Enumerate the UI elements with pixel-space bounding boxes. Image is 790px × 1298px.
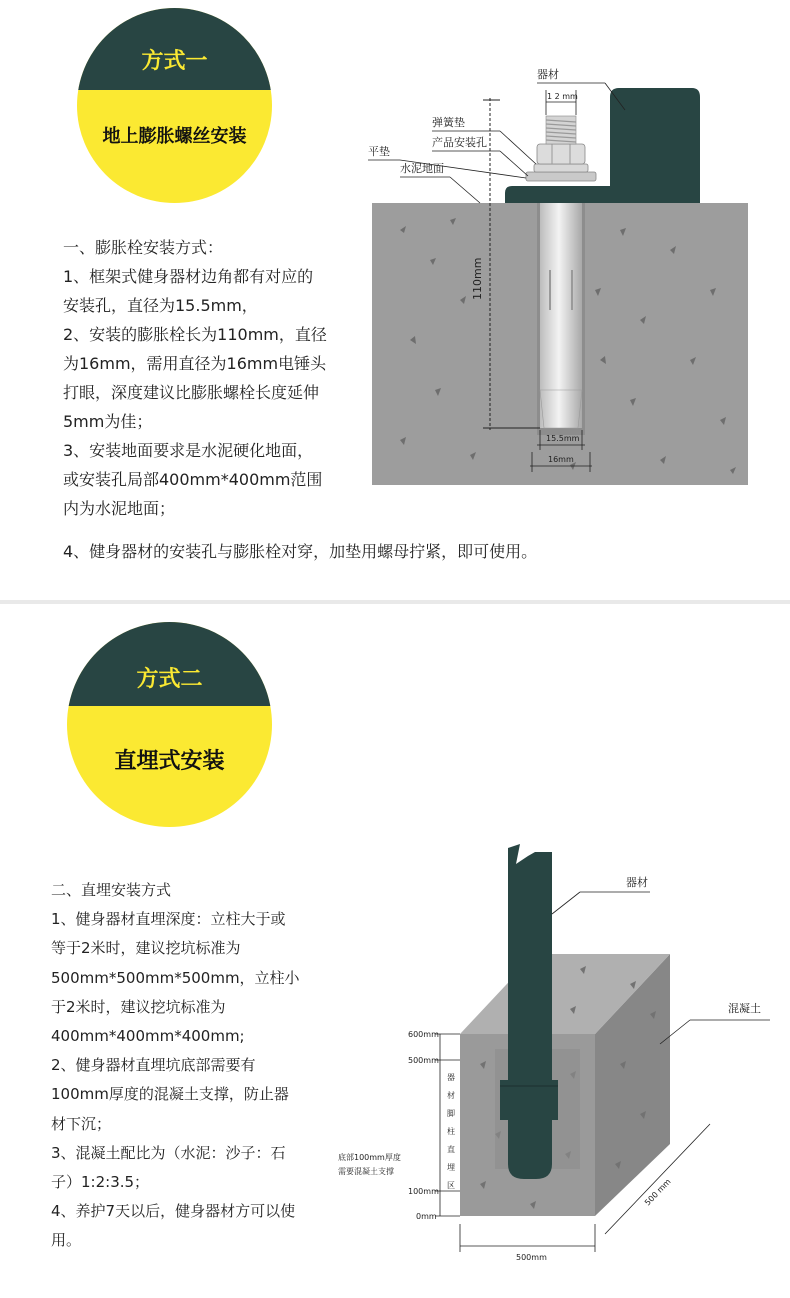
method-two-title: 方式二 (136, 667, 203, 692)
text-line: 材下沉； (51, 1114, 112, 1133)
text-line: 4、养护7天以后，健身器材方可以使 (51, 1202, 296, 1221)
label-equipment: 器材 (537, 68, 559, 81)
method-two-subtitle: 直埋式安装 (114, 749, 225, 774)
label-product-hole: 产品安装孔 (432, 136, 487, 149)
bottom-note-line2: 需要混凝土支撑 (338, 1167, 394, 1176)
equipment-bracket (505, 88, 700, 203)
dim-500mm-depth: 500 mm (642, 1177, 673, 1208)
dim-110mm: 110mm (471, 257, 484, 300)
label-spring-washer: 弹簧垫 (432, 116, 465, 129)
text-line: 或安装孔局部400mm*400mm范围 (63, 470, 323, 489)
text-line: 100mm厚度的混凝土支撑，防止器 (51, 1085, 289, 1104)
text-line: 3、安装地面要求是水泥硬化地面， (63, 441, 314, 460)
text-line: 1、框架式健身器材边角都有对应的 (63, 267, 314, 286)
svg-text:埋: 埋 (447, 1163, 455, 1172)
bottom-note-line1: 底部100mm厚度 (338, 1153, 401, 1162)
text-line: 子）1:2:3.5； (51, 1173, 150, 1192)
svg-text:直: 直 (447, 1145, 455, 1154)
text-line: 2、健身器材直埋坑底部需要有 (51, 1056, 256, 1075)
text-line: 5mm为佳； (63, 412, 153, 431)
text-line: 安装孔，直径为15.5mm， (63, 296, 258, 315)
text-line: 用。 (51, 1231, 82, 1250)
section-surface-install (0, 0, 790, 600)
hex-nut (537, 144, 585, 164)
text-line: 等于2米时，建议挖坑标准为 (51, 939, 241, 958)
text-line: 400mm*400mm*400mm; (51, 1027, 245, 1046)
text-line: 1、健身器材直埋深度：立柱大于或 (51, 910, 286, 929)
dim-500mm-left: 500mm (408, 1056, 439, 1065)
text-line: 500mm*500mm*500mm，立柱小 (51, 968, 300, 987)
label-concrete: 混凝土 (728, 1002, 761, 1015)
text-line: 2、安装的膨胀栓长为110mm，直径 (63, 325, 327, 344)
label-equipment-2: 器材 (626, 876, 648, 889)
text-line: 为16mm，需用直径为16mm电锤头 (63, 354, 327, 373)
label-flat-washer: 平垫 (368, 145, 390, 158)
svg-text:材: 材 (447, 1091, 455, 1100)
label-cement-ground: 水泥地面 (400, 162, 444, 175)
text-line: 3、混凝土配比为（水泥：沙子：石 (51, 1143, 286, 1162)
dim-600mm: 600mm (408, 1030, 439, 1039)
method-one-subtitle: 地上膨胀螺丝安装 (102, 126, 247, 147)
spring-washer (534, 164, 588, 172)
text-line: 内为水泥地面； (63, 499, 176, 518)
dim-100mm: 100mm (408, 1187, 439, 1196)
text-line: 二、直埋安装方式 (51, 881, 172, 899)
method-two-text (51, 876, 300, 1256)
column-zone-label (447, 1073, 455, 1190)
dim-12mm: 1 2 mm (547, 92, 578, 101)
flat-washer (526, 172, 596, 181)
method-one-badge (77, 8, 272, 203)
text-line: 打眼，深度建议比膨胀螺栓长度延伸 (63, 383, 320, 402)
dim-500mm-width: 500mm (516, 1253, 547, 1262)
section-direct-bury-install (0, 604, 790, 1298)
equipment-column (508, 844, 552, 1179)
method-one-title: 方式一 (141, 49, 208, 74)
svg-text:柱: 柱 (447, 1127, 455, 1136)
direct-bury-diagram (330, 834, 780, 1294)
dim-15-5mm: 15.5mm (546, 434, 580, 443)
text-line: 于2米时，建议挖坑标准为 (51, 997, 226, 1016)
method-one-last-line: 4、健身器材的安装孔与膨胀栓对穿，加垫用螺母拧紧，即可使用。 (63, 542, 538, 561)
method-one-text (63, 233, 327, 523)
svg-text:器: 器 (447, 1073, 455, 1082)
svg-text:脚: 脚 (447, 1109, 455, 1118)
expansion-bolt-diagram (340, 60, 780, 500)
dim-16mm: 16mm (548, 455, 574, 464)
svg-text:区: 区 (447, 1181, 455, 1190)
method-two-badge (67, 622, 272, 827)
text-line: 一、膨胀栓安装方式： (63, 238, 224, 257)
dim-0mm: 0mm (416, 1212, 437, 1221)
